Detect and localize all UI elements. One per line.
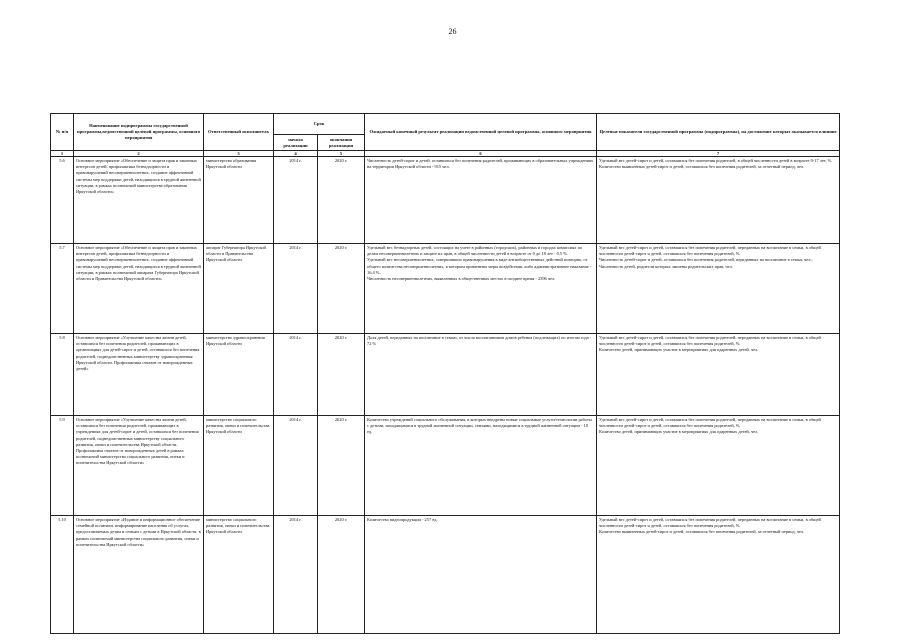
header-term-start: начала реализации xyxy=(274,135,318,151)
row-result xyxy=(365,334,597,416)
row-responsible: министерство социального развития, опеки и попечительства Иркутской области xyxy=(204,416,274,516)
row-result xyxy=(365,416,597,516)
col-number: 6 xyxy=(365,151,597,157)
col-number: 4 xyxy=(274,151,318,157)
row-number: 5.8 xyxy=(51,334,74,416)
row-name: Основное мероприятие «Улучшение качества жизни детей, оставшихся без попечения родителей, проживающих в организациях для детей-сирот и детей, оставшихся без попечения родителей, подведомственных министерству здравоохранения Иркутской области. Профилактика отказов от новорожденных детей» xyxy=(74,334,204,416)
program-table xyxy=(50,113,840,634)
row-indicators xyxy=(597,244,840,334)
row-name: Основное мероприятие «Обеспечение и защита прав и законных интересов детей, профилактика безнадзорности и правонарушений несовершеннолетних, создание эффективной системы мер поддержки детей, находящихся в трудной жизненной ситуации, в рамках полномочий министерства образования Иркутской области» xyxy=(74,157,204,244)
result-paragraph: Численность несовершеннолетних, выявленных в общественных местах в позднее время - 2396 чел. xyxy=(367,276,556,282)
table-row xyxy=(51,157,840,244)
indicator-paragraph: Удельный вес детей-сирот и детей, оставшихся без попечения родителей, переданных на воспитание в семьи, в общей численности детей-сирот и детей, оставшихся без попечения родителей, %. xyxy=(599,245,821,257)
result-paragraph: Численность детей-сирот и детей, оставшихся без попечения родителей, проживающих в образовательных учреждениях на территории Иркутской области - 915 чел. xyxy=(367,158,594,170)
row-number: 5.9 xyxy=(51,416,74,516)
header-responsible: Ответственный исполнитель xyxy=(204,114,274,151)
row-end: 2020 г. xyxy=(318,516,365,634)
row-name: Основное мероприятие «Обеспечение и защита прав и законных интересов детей, профилактика безнадзорности и правонарушений несовершеннолетних, создание эффективной системы мер поддержки детей, находящихся в трудной жизненной ситуации, в рамках полномочий аппарата Губернатора Иркутской области и Правительства Иркутской области» xyxy=(74,244,204,334)
row-start: 2014 г. xyxy=(274,416,318,516)
header-num: № п/п xyxy=(51,114,74,151)
table-row xyxy=(51,416,840,516)
indicator-paragraph: Удельный вес детей-сирот и детей, оставшихся без попечения родителей, переданных на воспитание в семьи, в общей численности детей-сирот и детей, оставшихся без попечения родителей, %. xyxy=(599,417,821,429)
header-term: Срок xyxy=(274,114,365,135)
result-paragraph: Удельный вес безнадзорных детей, состоящих на учете в районных (городских), районных в городах комиссиях по делам несовершеннолетних и защите их прав, в общей численности детей в возрасте от 0 до 18 лет - 0,5 %. xyxy=(367,245,583,257)
row-number: 5.6 xyxy=(51,157,74,244)
row-start: 2014 г. xyxy=(274,244,318,334)
table-row xyxy=(51,334,840,416)
indicator-paragraph: Удельный вес детей-сирот и детей, оставшихся без попечения родителей, переданных на воспитание в семьи, в общей численности детей-сирот и детей, оставшихся без попечения родителей, %. xyxy=(599,335,821,347)
row-name: Основное мероприятие «Издание и информационное обеспечение семейной политики, информирование населения об услугах, предоставляемых детям и семьям с детьми в Иркутской области, в рамках полномочий министерства социального развития, опеки и попечительства Иркутской области» xyxy=(74,516,204,634)
header-result: Ожидаемый конечный результат реализации ведомственной целевой программы, основного мероприятия xyxy=(365,114,597,151)
row-end: 2020 г. xyxy=(318,416,365,516)
indicator-paragraph: Численность детей, родители которых лишены родительских прав, чел. xyxy=(599,263,733,269)
row-responsible: министерство социального развития, опеки и попечительства Иркутской области xyxy=(204,516,274,634)
result-paragraph: Доля детей, переданных на воспитание в семью, от числа воспитанников домов ребенка (подлежащих) по итогам года - 72 % xyxy=(367,335,592,347)
row-result xyxy=(365,516,597,634)
table-row xyxy=(51,244,840,334)
row-result xyxy=(365,157,597,244)
header-name: Наименование подпрограммы государственной программы,ведомственной целевой программы, основного мероприятия xyxy=(74,114,204,151)
row-number: 5.10 xyxy=(51,516,74,634)
row-indicators xyxy=(597,334,840,416)
result-paragraph: Удельный вес несовершеннолетних, совершивших правонарушения в виде антиобщественных действий повторно, от общего количества несовершеннолетних, к которым применены меры воздействия, либо административное наказание - 16,4 %. xyxy=(367,257,592,275)
row-indicators xyxy=(597,416,840,516)
indicator-paragraph: Удельный вес детей-сирот и детей, оставшихся без попечения родителей, в общей численности детей в возрасте 0-17 лет, %. xyxy=(599,158,833,163)
page-number: 26 xyxy=(448,27,457,36)
row-number: 5.7 xyxy=(51,244,74,334)
row-start: 2014 г. xyxy=(274,516,318,634)
row-responsible: аппарат Губернатора Иркутской области и Правительства Иркутской области xyxy=(204,244,274,334)
row-result xyxy=(365,244,597,334)
result-paragraph: Количество учреждений социального обслуживания, в которых внедрены новые социальные услуги/технологии работы с детьми, находящимися в трудной жизненной ситуации, семьями, находящимися в трудной жизненной ситуации - 10 ед. xyxy=(367,417,592,435)
row-name: Основное мероприятие «Улучшение качества жизни детей, оставшихся без попечения родителей, проживающих в учреждениях для детей-сирот и детей, оставшихся без попечения родителей, подведомственных министерству социального развития, опеки и попечительства Иркутской области. Профилактика отказов от новорожденных детей в рамках полномочий министерства социального развития, опеки и попечительства Иркутской области» xyxy=(74,416,204,516)
col-number: 3 xyxy=(204,151,274,157)
row-start: 2014 г. xyxy=(274,334,318,416)
result-paragraph: Количество видеопродукции - 257 ед. xyxy=(367,517,438,522)
col-number: 2 xyxy=(74,151,204,157)
row-end: 2020 г. xyxy=(318,334,365,416)
header-indicators: Целевые показатели государственной программы (подпрограммы), на достижение которых оказывается влияние xyxy=(597,114,840,151)
indicator-paragraph: Количество детей, принимающих участие в мероприятиях для одаренных детей, чел. xyxy=(599,429,759,435)
indicator-paragraph: Удельный вес детей-сирот и детей, оставшихся без попечения родителей, переданных на воспитание в семьи, в общей численности детей-сирот и детей, оставшихся без попечения родителей, %. xyxy=(599,517,821,529)
indicator-paragraph: Количество выявленных детей-сирот и детей, оставшихся без попечения родителей, за отчетный период, чел. xyxy=(599,529,805,535)
indicator-paragraph: Количество детей, принимающих участие в мероприятиях для одаренных детей, чел. xyxy=(599,347,759,353)
row-indicators xyxy=(597,516,840,634)
indicator-paragraph: Количество выявленных детей-сирот и детей, оставшихся без попечения родителей, за отчетный период, чел. xyxy=(599,164,805,170)
table-row xyxy=(51,516,840,634)
row-responsible: министерство образования Иркутской области xyxy=(204,157,274,244)
header-term-end: окончания реализации xyxy=(318,135,365,151)
indicator-paragraph: Численность детей-сирот и детей, оставшихся без попечения родителей, переданных на воспитание в семьи, чел.; xyxy=(599,257,813,263)
col-number: 1 xyxy=(51,151,74,157)
row-start: 2014 г. xyxy=(274,157,318,244)
col-number: 7 xyxy=(597,151,840,157)
col-number: 5 xyxy=(318,151,365,157)
row-end: 2020 г. xyxy=(318,244,365,334)
row-indicators xyxy=(597,157,840,244)
row-end: 2020 г. xyxy=(318,157,365,244)
row-responsible: министерство здравоохранения Иркутской области xyxy=(204,334,274,416)
